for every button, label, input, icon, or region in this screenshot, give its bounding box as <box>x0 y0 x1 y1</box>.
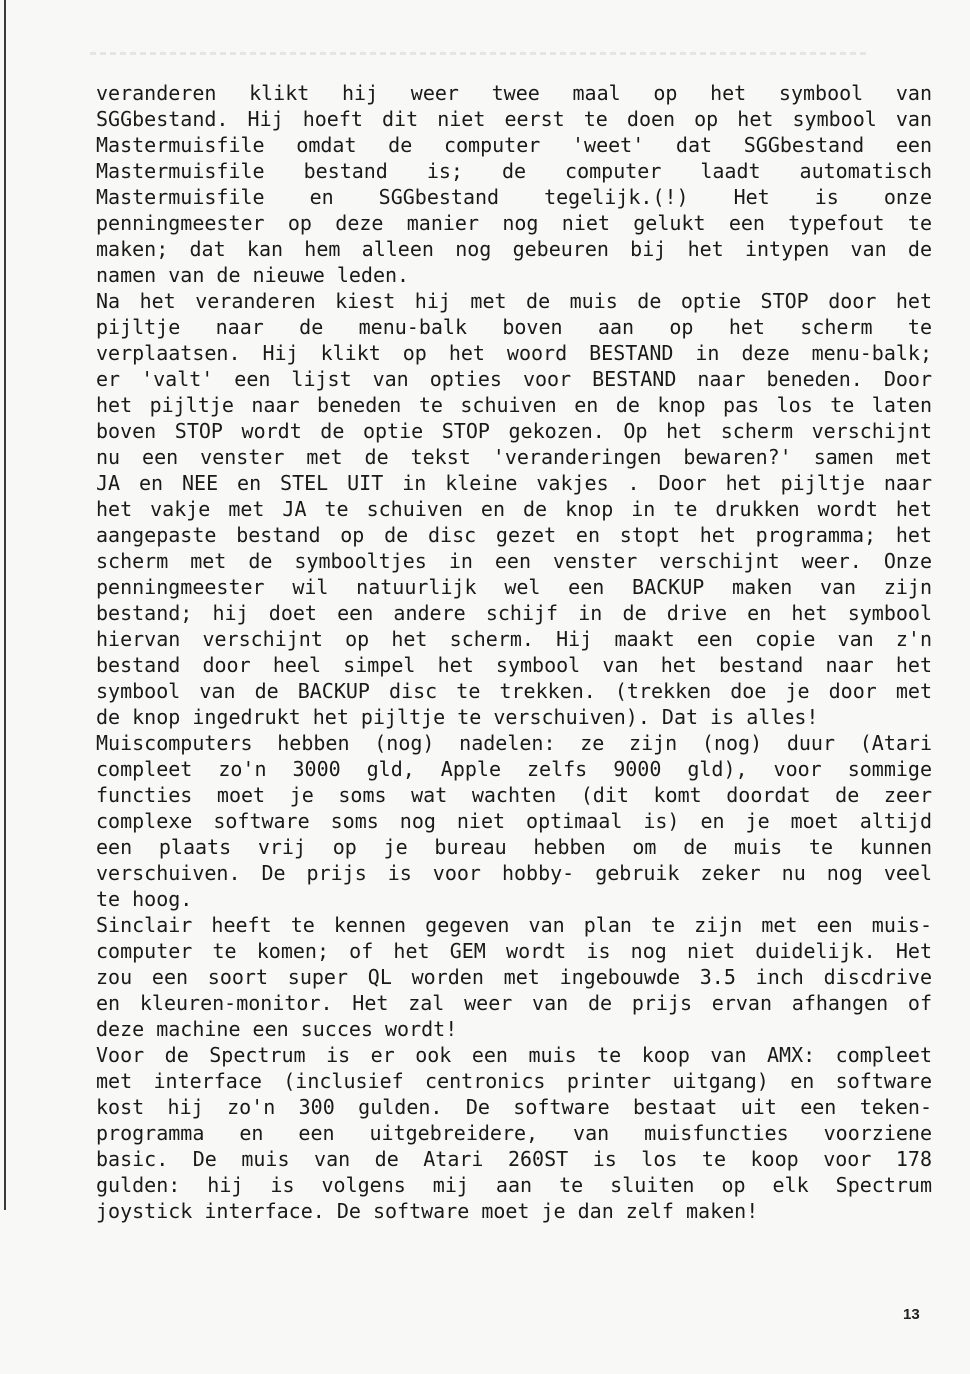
article-body <box>96 80 932 1224</box>
text-line: het vakje met JA te schuiven en de knop in te drukken wordt het <box>96 497 932 521</box>
text-line: scherm met de symbooltjes in een venster verschijnt weer. Onze <box>96 549 932 573</box>
text-line: er 'valt' een lijst van opties voor BESTAND naar beneden. Door <box>96 367 932 391</box>
text-line: Muiscomputers hebben (nog) nadelen: ze zijn (nog) duur (Atari <box>96 731 932 755</box>
text-line: complexe software soms nog niet optimaal is) en je moet altijd <box>96 809 932 833</box>
text-line: namen van de nieuwe leden. <box>96 263 410 287</box>
text-line: computer te komen; of het GEM wordt is nog niet duidelijk. Het <box>96 939 932 963</box>
text-line: hiervan verschijnt op het scherm. Hij maakt een copie van z'n <box>96 627 932 651</box>
text-line: deze machine een succes wordt! <box>96 1017 458 1041</box>
text-line: JA en NEE en STEL UIT in kleine vakjes . Door het pijltje naar <box>96 471 932 495</box>
text-line: bestand door heel simpel het symbool van het bestand naar het <box>96 653 932 677</box>
text-line: en kleuren-monitor. Het zal weer van de prijs ervan afhangen of <box>96 991 932 1015</box>
text-line: te hoog. <box>96 887 193 911</box>
page-number: 13 <box>903 1306 920 1323</box>
text-line: gulden: hij is volgens mij aan te sluiten op elk Spectrum <box>96 1173 932 1197</box>
text-line: basic. De muis van de Atari 260ST is los te koop voor 178 <box>96 1147 932 1171</box>
text-line: functies moet je soms wat wachten (dit komt doordat de zeer <box>96 783 932 807</box>
text-line: verschuiven. De prijs is voor hobby- gebruik zeker nu nog veel <box>96 861 932 885</box>
text-line: symbool van de BACKUP disc te trekken. (trekken doe je door met <box>96 679 932 703</box>
text-line: met interface (inclusief centronics printer uitgang) en software <box>96 1069 932 1093</box>
text-line: zou een soort super QL worden met ingebouwde 3.5 inch discdrive <box>96 965 932 989</box>
text-line: het pijltje naar beneden te schuiven en de knop pas los te laten <box>96 393 932 417</box>
text-line: de knop ingedrukt het pijltje te verschuiven). Dat is alles! <box>96 705 819 729</box>
text-line: aangepaste bestand op de disc gezet en stopt het programma; het <box>96 523 932 547</box>
text-line: boven STOP wordt de optie STOP gekozen. Op het scherm verschijnt <box>96 419 932 443</box>
text-line: penningmeester wil natuurlijk wel een BACKUP maken van zijn <box>96 575 932 599</box>
text-line: maken; dat kan hem alleen nog gebeuren bij het intypen van de <box>96 237 932 261</box>
page-spine-edge <box>4 0 6 1210</box>
text-line: pijltje naar de menu-balk boven aan op het scherm te <box>96 315 932 339</box>
text-line: Mastermuisfile en SGGbestand tegelijk.(!) Het is onze <box>96 185 932 209</box>
text-line: joystick interface. De software moet je dan zelf maken! <box>96 1199 759 1223</box>
text-line: Voor de Spectrum is er ook een muis te koop van AMX: compleet <box>96 1043 932 1067</box>
text-line: verplaatsen. Hij klikt op het woord BESTAND in deze menu-balk; <box>96 341 932 365</box>
text-line: kost hij zo'n 300 gulden. De software bestaat uit een teken- <box>96 1095 932 1119</box>
text-line: nu een venster met de tekst 'veranderingen bewaren?' samen met <box>96 445 932 469</box>
text-line: een plaats vrij op je bureau hebben om de muis te kunnen <box>96 835 932 859</box>
text-line: compleet zo'n 3000 gld, Apple zelfs 9000 gld), voor sommige <box>96 757 932 781</box>
text-line: penningmeester op deze manier nog niet gelukt een typefout te <box>96 211 932 235</box>
text-line: Mastermuisfile bestand is; de computer laadt automatisch <box>96 159 932 183</box>
text-line: SGGbestand. Hij hoeft dit niet eerst te doen op het symbool van <box>96 107 932 131</box>
text-line: Na het veranderen kiest hij met de muis de optie STOP door het <box>96 289 932 313</box>
text-line: Mastermuisfile omdat de computer 'weet' dat SGGbestand een <box>96 133 932 157</box>
text-line: programma en een uitgebreidere, van muisfuncties voorziene <box>96 1121 932 1145</box>
text-line: bestand; hij doet een andere schijf in de drive en het symbool <box>96 601 932 625</box>
text-line: Sinclair heeft te kennen gegeven van plan te zijn met een muis- <box>96 913 932 937</box>
bleed-through-mark <box>90 52 870 55</box>
text-line: veranderen klikt hij weer twee maal op het symbool van <box>96 81 932 105</box>
